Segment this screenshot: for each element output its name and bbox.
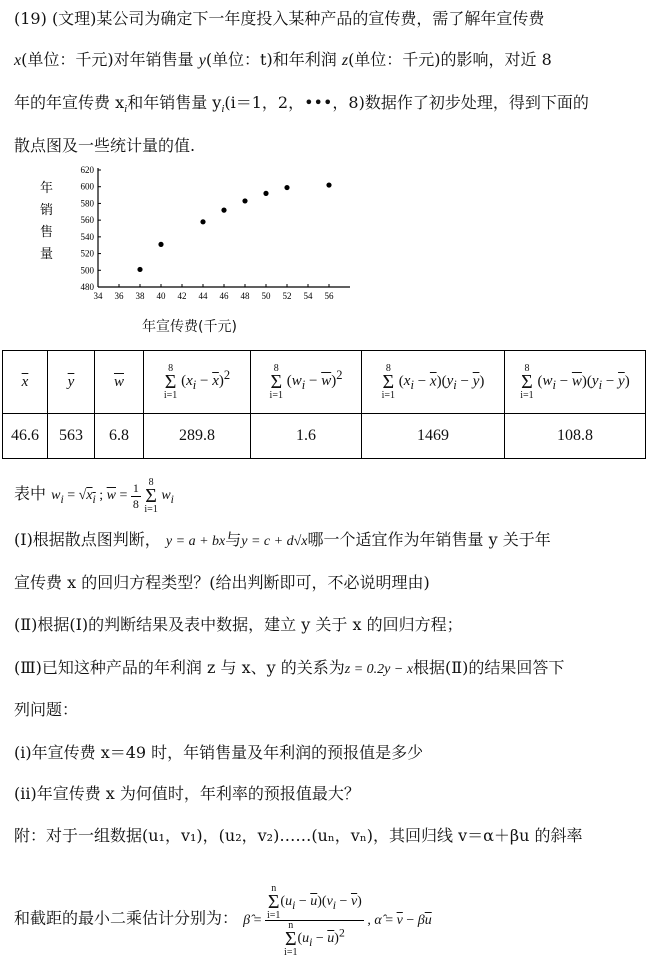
data-point [158, 242, 163, 247]
part-III-text-a: (Ⅲ)已知这种产品的年利润 z 与 x、y 的关系为 [14, 658, 345, 677]
appendix-line-2 [14, 884, 432, 957]
header-wbar: $\overline{w}$ [95, 351, 144, 414]
model-linear: y = a + bx [165, 534, 226, 549]
var-z: z [341, 52, 349, 69]
x-tick-label: 34 [93, 291, 103, 301]
value-wbar: 6.8 [95, 414, 144, 459]
part-III-line-1 [14, 655, 564, 678]
part-III-line-2: 列问题： [14, 700, 79, 719]
value-sum-x2: 289.8 [144, 414, 251, 459]
x-tick-labels [94, 291, 335, 301]
problem-text-2d: (单位：t)和年利润 [205, 50, 337, 69]
data-point [284, 185, 289, 190]
y-label-char: 售 [40, 225, 54, 240]
x-tick-label: 42 [177, 291, 187, 301]
problem-text-2f: (单位：千元)的影响，对近 8 [348, 50, 552, 69]
statistics-table [2, 350, 646, 459]
y-tick-label: 560 [80, 215, 94, 226]
part-I-text-a: (Ⅰ)根据散点图判断， [14, 530, 161, 549]
problem-text-4: 散点图及一些统计量的值. [14, 136, 196, 155]
y-label-char: 年 [40, 181, 54, 196]
problem-text-3b: 和年销售量 y [127, 93, 222, 112]
beta-formula: β̂ = n Σ $i=1(u_i - \overline{u})(v_i - \overline{v})$ n Σ $i=1(u_i - \overline{u})^2$ , α̂ = $\overline{v} - \beta\overline{u}$ [243, 883, 432, 958]
value-sum-w2: 1.6 [251, 414, 362, 459]
y-label-char: 量 [40, 247, 54, 262]
header-sum-w2: 8 Σ i=1 $(w_i - \overline{w})^2$ [251, 351, 362, 414]
x-tick-label: 40 [156, 291, 166, 301]
part-I-text-c: 与 [225, 530, 242, 549]
problem-number: (19) [14, 9, 47, 28]
data-point [137, 267, 142, 272]
sub-question-i: (i)年宣传费 x＝49 时，年销售量及年利润的预报值是多少 [14, 743, 424, 762]
problem-line-2 [14, 47, 552, 70]
data-point [221, 208, 226, 213]
data-point [326, 182, 331, 187]
table-value-row [3, 414, 646, 459]
problem-line-3: 年的年宣传费 $x_i$和年销售量 $y_i(i=1$，2，•••，8)数据作了初步处理，得到下面的 [14, 93, 589, 116]
y-tick-label: 480 [80, 282, 94, 292]
profit-formula: z = 0.2y − x [344, 662, 414, 677]
x-tick-label: 50 [261, 291, 271, 301]
y-tick-label: 520 [80, 248, 94, 259]
x-tick-label: 38 [135, 291, 145, 301]
x-tick-label: 54 [303, 291, 313, 301]
problem-line-1 [14, 6, 544, 29]
part-I-line-2: 宣传费 x 的回归方程类型？(给出判断即可，不必说明理由) [14, 573, 430, 592]
y-tick-labels [81, 165, 95, 292]
data-point [200, 219, 205, 224]
problem-text-3c: (i＝1，2，•••，8)数据作了初步处理，得到下面的 [224, 93, 589, 112]
part-I-line-1 [14, 527, 551, 550]
x-tick-label: 44 [198, 291, 208, 301]
problem-text-3a: 年的年宣传费 x [14, 93, 125, 112]
y-label-char: 销 [40, 203, 54, 218]
problem-line-4 [14, 133, 195, 156]
note-label: 表中 [14, 484, 47, 504]
part-II: (Ⅱ)根据(Ⅰ)的判断结果及表中数据，建立 y 关于 x 的回归方程； [14, 615, 463, 634]
var-y: y [198, 52, 206, 69]
scatter-plot [30, 162, 430, 342]
part-III-text-c: 根据(Ⅱ)的结果回答下 [413, 658, 565, 677]
var-x: x [14, 52, 22, 69]
value-ybar: 563 [48, 414, 95, 459]
x-tick-label: 56 [324, 291, 334, 301]
header-xbar: $\overline{x}$ [3, 351, 48, 414]
sub-question-ii: (ii)年宣传费 x 为何值时，年利率的预报值最大？ [14, 784, 360, 803]
header-sum-xy: 8 Σ i=1 $(x_i - \overline{x})(y_i - \overline{y})$ [362, 351, 505, 414]
header-sum-wy: 8 Σ i=1 $(w_i - \overline{w})(y_i - \overline{y})$ [505, 351, 646, 414]
part-I-text-e: 哪一个适宜作为年销售量 y 关于年 [307, 530, 551, 549]
y-tick-label: 580 [80, 198, 94, 209]
appendix-text: 和截距的最小二乘估计分别为： [14, 908, 239, 928]
model-sqrt: y = c + d√x [241, 534, 308, 549]
data-point [263, 191, 268, 196]
data-point [242, 198, 247, 203]
problem-text-1: (文理)某公司为确定下一年度投入某种产品的宣传费，需了解年宣传费 [51, 9, 545, 28]
header-ybar: $\overline{y}$ [48, 351, 95, 414]
y-tick-label: 500 [80, 265, 94, 276]
table-note: 表中 $w_i = √x_i$ ; $\overline{w}$ = $\frac{1}{8}$ 8 Σ i=1 $w_i$ [14, 477, 174, 515]
y-tick-label: 620 [80, 165, 94, 175]
x-tick-label: 48 [240, 291, 250, 301]
y-tick-label: 540 [80, 231, 94, 242]
table-header-row [3, 351, 646, 414]
value-xbar: 46.6 [3, 414, 48, 459]
problem-text-2b: (单位：千元)对年销售量 [21, 50, 194, 69]
x-axis-label: 年宣传费(千元) [142, 319, 237, 335]
value-sum-wy: 108.8 [505, 414, 646, 459]
header-sum-x2: 8 Σ i=1 $(x_i - \overline{x})^2$ [144, 351, 251, 414]
x-tick-label: 52 [282, 291, 292, 301]
plot-axes [98, 168, 350, 287]
appendix-line-1: 附：对于一组数据(u₁，v₁)，(u₂，v₂)……(uₙ，vₙ)，其回归线 v＝α＋βu 的斜率 [14, 826, 583, 845]
data-points [137, 182, 331, 272]
y-tick-label: 600 [80, 181, 94, 192]
x-tick-label: 46 [219, 291, 229, 301]
value-sum-xy: 1469 [362, 414, 505, 459]
y-axis-label [40, 180, 53, 262]
x-tick-label: 36 [114, 291, 124, 301]
